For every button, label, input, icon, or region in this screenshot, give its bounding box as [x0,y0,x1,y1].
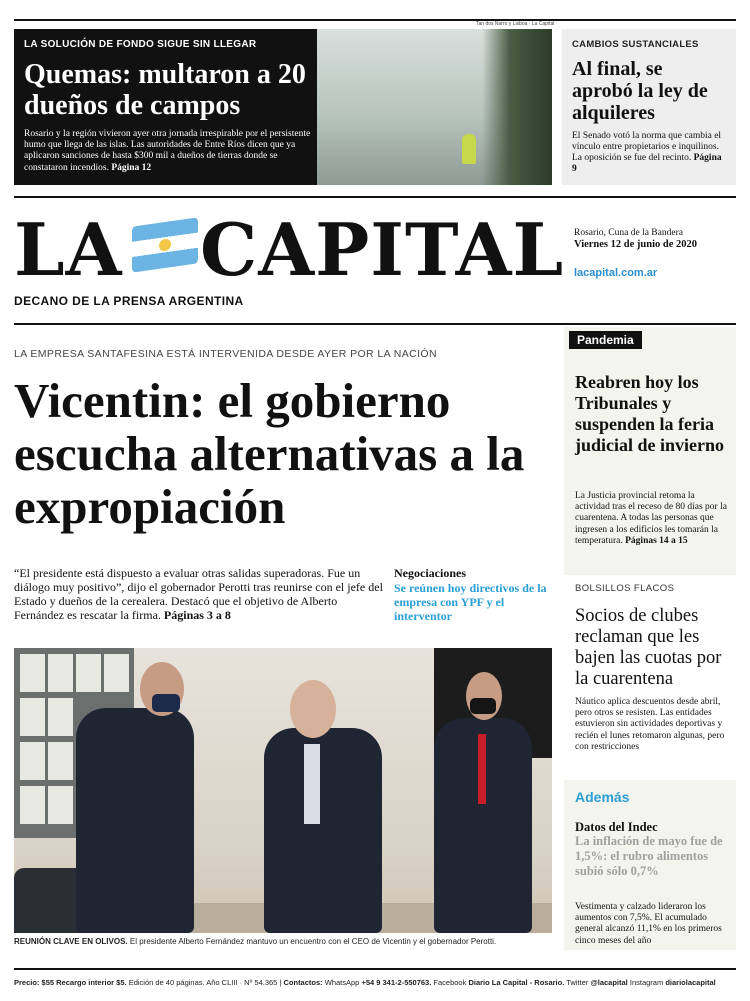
location: Rosario, Cuna de la Bandera [574,228,683,238]
cambios-headline[interactable]: Al final, se aprobó la ley de alquileres [572,58,708,124]
banner-pages: Página 12 [111,162,152,173]
main-body-text: “El presidente está dispuesto a evaluar otras salidas superadoras. Fue un diálogo muy positivo”, dijo el gobernador Perotti tras reunirse con el jefe del Estado y dueños de la cerealera. Destacó que el objetivo de Alberto Fernández es rescatar la firma. [14,566,383,622]
window-pane [104,654,129,692]
main-body [14,566,384,622]
photo-runner [462,134,476,164]
indec-body: Vestimenta y calzado lideraron los aumentos con 7,5%. El acumulado general alcanzó 11,1% en los primeros cinco meses del año [575,902,722,946]
footer-twitter-label: Twitter [566,978,589,987]
red-tie [478,734,486,804]
main-headline[interactable]: Vicentin: el gobierno escucha alternativas a la expropiación [14,373,525,534]
pandemia-pages: Páginas 14 a 15 [625,535,688,546]
masthead-top-rule [14,196,736,198]
argentina-flag-icon [132,217,198,272]
footer: Precio: $55 Recargo interior $5. Edición de 40 páginas. Año CLIII · Nº 54.365 | Contactos: WhatsApp +54 9 341-2-550763. Facebook Diario La Capital - Rosario. Twitter @lacapital Instagram diariolacapital [14,978,716,987]
face-mask [470,698,496,714]
tagline: DECANO DE LA PRENSA ARGENTINA [14,294,244,308]
window-pane [76,654,101,692]
issue-date: Viernes 12 de junio de 2020 [574,239,697,250]
indec-headline[interactable]: La inflación de mayo fue de 1,5%: el rubro alimentos subió sólo 0,7% [575,834,723,878]
caption-lead: REUNIÓN CLAVE EN OLIVOS. [14,937,128,946]
banner-body [24,129,316,174]
cambios-pages: Página 9 [572,153,722,174]
footer-edition: Edición de 40 páginas. Año CLIII · Nº 54.365 [128,978,278,987]
window-pane [48,654,73,692]
main-kicker: LA EMPRESA SANTAFESINA ESTÁ INTERVENIDA DESDE AYER POR LA NACIÓN [14,348,437,360]
dateline [574,228,697,250]
footer-price-label: Precio: [14,978,40,987]
photo-caption [14,937,552,947]
pandemia-headline[interactable]: Reabren hoy los Tribunales y suspenden la feria judicial de invierno [575,372,725,455]
top-banner[interactable] [14,29,552,185]
pandemia-body [575,491,730,547]
window-pane [48,786,73,824]
footer-facebook[interactable]: Diario La Capital - Rosario. [468,978,565,987]
logo-la: LA [14,207,123,292]
logo-capital: CAPITAL [200,207,565,292]
footer-price: $55 [41,978,55,987]
ademas-label: Además [575,789,630,805]
window-pane [20,786,45,824]
main-pages: Páginas 3 a 8 [163,608,231,622]
cambios-body [572,131,726,175]
negociaciones-box[interactable] [394,566,554,623]
shirt [304,744,320,824]
pandemia-body-text: La Justicia provincial retoma la actividad tras el receso de 80 días por la cuarentena. A todas las personas que ingresen a los edificios les tomarán la temperatura. [575,491,727,546]
top-note: Tan dos Narro y Lisboa · La Capital [476,21,555,27]
banner-photo-smoke-road [317,29,552,185]
person-center-head [290,680,336,738]
cambios-body-text: El Senado votó la norma que cambia el vínculo entre propietarios e inquilinos. La oposición se fue del recinto. [572,131,722,163]
cambios-kicker: CAMBIOS SUSTANCIALES [572,39,699,50]
person-center [264,728,382,933]
masthead-bottom-rule [14,323,736,325]
footer-instagram[interactable]: diariolacapital [665,978,716,987]
bolsillos-headline[interactable]: Socios de clubes reclaman que les bajen las cuotas por la cuarentena [575,606,722,689]
negociaciones-kicker: Negociaciones [394,566,466,580]
pandemia-label: Pandemia [569,331,642,349]
cambios-box[interactable] [562,29,736,185]
footer-contacts-label: Contactos: [283,978,323,987]
person-left [76,708,194,933]
footer-facebook-label: Facebook [433,978,467,987]
bolsillos-body: Náutico aplica descuentos desde abril, pero otros se resisten. Las entidades estuvieron sin actividades deportivas y recién el lunes retomaron algunas, pero con restricciones [575,697,725,752]
footer-instagram-label: Instagram [629,978,664,987]
caption-text: El presidente Alberto Fernández mantuvo un encuentro con el CEO de Vicentin y el gobernador Perotti. [129,937,497,946]
footer-whatsapp-label: WhatsApp [324,978,360,987]
face-mask [152,694,180,712]
window-pane [48,742,73,780]
window-pane [48,698,73,736]
website-link[interactable]: lacapital.com.ar [574,267,658,279]
main-photo-olivos-meeting [14,648,552,933]
negociaciones-text[interactable]: Se reúnen hoy directivos de la empresa con YPF y el interventor [394,581,547,623]
top-rule [14,19,736,21]
sun-of-may-icon [159,238,171,252]
footer-rule [14,968,736,970]
banner-headline[interactable]: Quemas: multaron a 20 dueños de campos [24,59,306,121]
window-pane [20,698,45,736]
banner-body-text: Rosario y la región vivieron ayer otra jornada irrespirable por el persistente humo que llega de las islas. Las autoridades de Entre Ríos dicen que ya aplicaron sanciones de hasta $300 mil a dueños de tierras donde se constataron incendios. [24,129,311,173]
footer-twitter[interactable]: @lacapital [590,978,628,987]
indec-kicker: Datos del Indec [575,820,658,834]
bolsillos-kicker: BOLSILLOS FLACOS [575,583,675,594]
footer-surcharge: Recargo interior $5. [56,978,127,987]
footer-whatsapp[interactable]: +54 9 341-2-550763. [361,978,432,987]
window-pane [20,742,45,780]
photo-tree [482,29,552,185]
banner-kicker: LA SOLUCIÓN DE FONDO SIGUE SIN LLEGAR [24,39,257,50]
masthead-logo[interactable] [14,207,565,292]
window-pane [20,654,45,692]
